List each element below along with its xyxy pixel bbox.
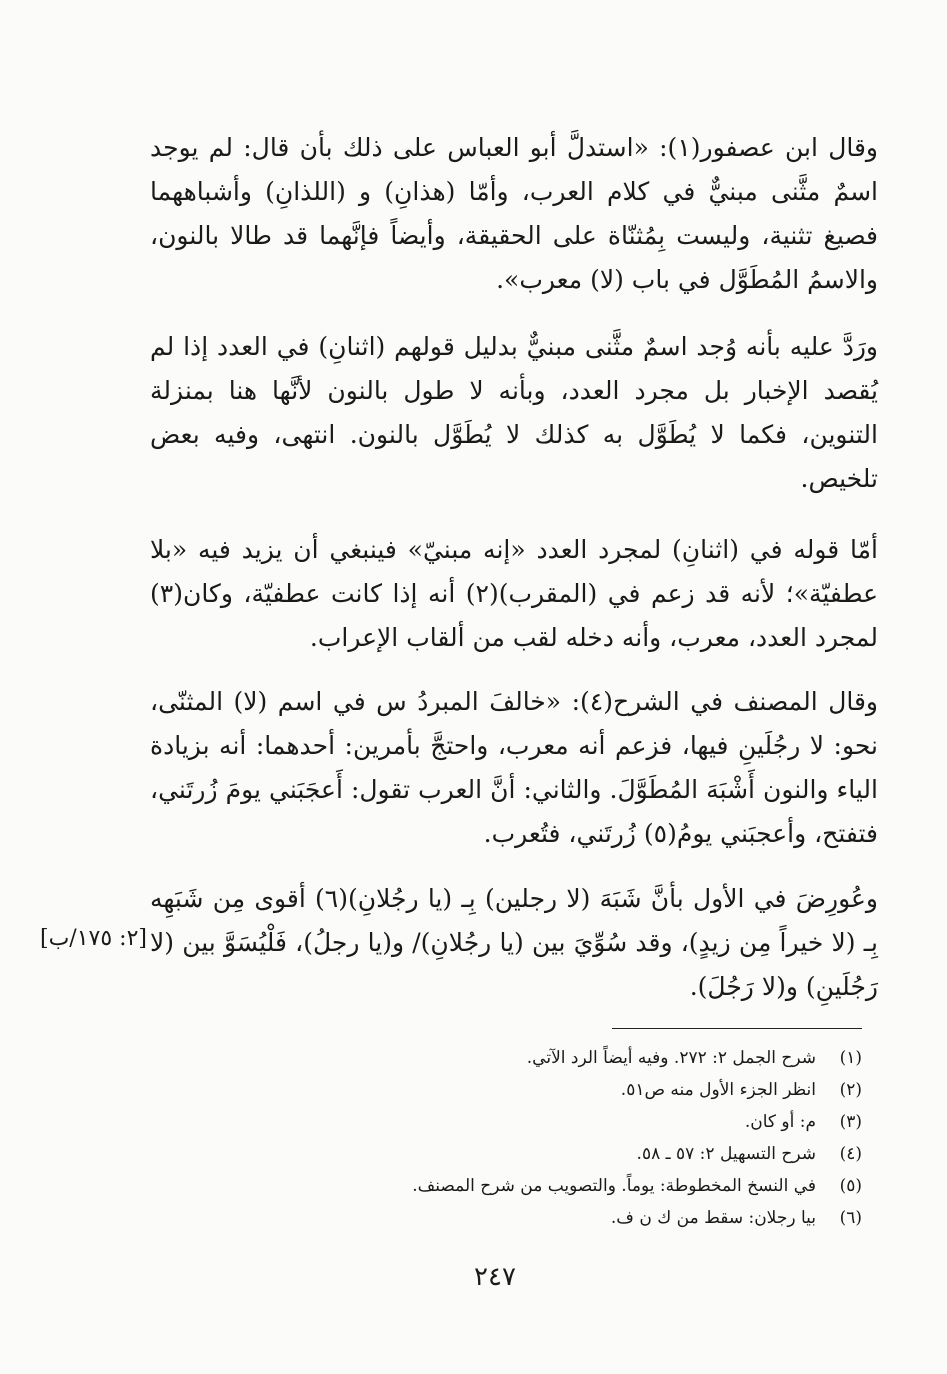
footnote-number: (٦) <box>839 1208 862 1228</box>
paragraph-5: وعُورِضَ في الأول بأنَّ شَبَهَ (لا رجلين) بِـ (يا رجُلانِ)(٦) أقوى مِن شَبَهِه بِـ (لا خيراً مِن زيدٍ)، وقد سُوِّيَ بين (يا رجُلانِ)/ و(يا رجلُ)، فَلْيُسَوَّ بين (لا رَجُلَينِ) و(لا رَجُلَ). <box>150 884 878 1001</box>
paragraph-3: أمّا قوله في (اثنانِ) لمجرد العدد «إنه مبنيّ» فينبغي أن يزيد فيه «بلا عطفيّة»؛ لأنه قد زعم في (المقرب)(٢) أنه إذا كانت عطفيّة، وكان(٣) لمجرد العدد، معرب، وأنه دخله لقب من ألقاب الإعراب. <box>150 535 879 652</box>
footnote-number: (٣) <box>839 1112 862 1132</box>
footnote-number: (٤) <box>839 1144 862 1164</box>
footnote <box>300 1074 862 1106</box>
footnote-number: (٥) <box>839 1176 862 1196</box>
footnote-text: م: أو كان. <box>744 1112 816 1132</box>
footnote-text: في النسخ المخطوطة: يوماً. والتصويب من شرح المصنف. <box>412 1176 816 1196</box>
footnote-divider <box>612 1028 862 1029</box>
footnote <box>300 1042 862 1074</box>
footnote-text: بيا رجلان: سقط من ك ن ف. <box>610 1208 816 1228</box>
footnote-number: (٢) <box>839 1080 862 1100</box>
footnote-number: (١) <box>839 1048 862 1068</box>
footnote <box>300 1138 862 1170</box>
footnotes <box>300 1042 862 1234</box>
paragraph-2: ورَدَّ عليه بأنه وُجد اسمٌ مثَّنى مبنيٌّ بدليل قولهم (اثنانِ) في العدد إذا لم يُقصد الإخبار بل مجرد العدد، وبأنه لا طول بالنون لأنَّها هنا بمنزلة التنوين، فكما لا يُطَوَّل به كذلك لا يُطَوَّل بالنون. انتهى، وفيه بعض تلخيص. <box>150 332 878 493</box>
footnote-text: انظر الجزء الأول منه ص٥١. <box>620 1080 816 1100</box>
footnote <box>300 1106 862 1138</box>
manuscript-folio-reference: [٢: ١٧٥/ب] <box>40 926 147 951</box>
footnote <box>300 1170 862 1202</box>
paragraph-4: وقال المصنف في الشرح(٤): «خالفَ المبردُ س في اسم (لا) المثنّى، نحو: لا رجُلَينِ فيها، فزعم أنه معرب، واحتجَّ بأمرين: أحدهما: أنه بزيادة الياء والنون أَشْبَهَ المُطَوَّلَ. والثاني: أنَّ العرب تقول: أَعجَبَني يومَ زُرتَني، فتفتح، وأعجبَني يومُ(٥) زُرتَني، فتُعرب. <box>150 687 878 848</box>
page-number: ٢٤٧ <box>474 1262 516 1292</box>
footnote-text: شرح التسهيل ٢: ٥٧ ـ ٥٨. <box>636 1144 816 1164</box>
footnote-text: شرح الجمل ٢: ٢٧٢. وفيه أيضاً الرد الآتي. <box>526 1048 816 1068</box>
footnote <box>300 1202 862 1234</box>
paragraph-1: وقال ابن عصفور(١): «استدلَّ أبو العباس على ذلك بأن قال: لم يوجد اسمٌ مثَّنى مبنيٌّ في كلام العرب، وأمّا (هذانِ) و (اللذانِ) وأشباههما فصيغ تثنية، وليست بِمُثنّاة على الحقيقة، وأيضاً فإنَّهما قد طالا بالنون، والاسمُ المُطَوَّل في باب (لا) معرب». <box>150 133 878 294</box>
